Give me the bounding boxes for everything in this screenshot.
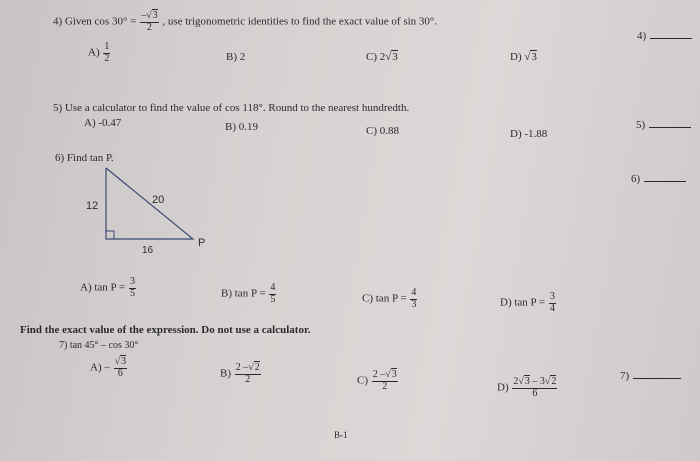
q6-option-a[interactable]: A) tan P = $\frac{3}{5}$ bbox=[80, 276, 135, 299]
q6-stem-text: Find tan P. bbox=[66, 152, 114, 164]
q5-number: 5) bbox=[53, 102, 63, 114]
q5-option-d[interactable]: D) -1.88 bbox=[510, 128, 548, 140]
q7-option-c[interactable]: C) $\frac{2 -√ 3}{2}$ bbox=[357, 370, 399, 392]
q6-option-d[interactable]: D) tan P = $\frac{3}{4}$ bbox=[500, 291, 555, 314]
q4-option-c[interactable]: C) 2√ 3 bbox=[366, 51, 398, 63]
q4-option-b[interactable]: B) 2 bbox=[226, 51, 246, 63]
triangle-left-side-label: 12 bbox=[86, 200, 99, 212]
q7-option-d[interactable]: D) $\frac{2√ 3 - 3√ 2}{6}$ bbox=[497, 377, 558, 399]
q7-option-a[interactable]: A) – √ $\frac{3}{6}$ bbox=[90, 357, 128, 379]
triangle-bottom-side-label: 16 bbox=[142, 245, 154, 256]
right-angle-marker bbox=[106, 231, 114, 239]
q6-option-b[interactable]: B) tan P = $\frac{4}{5}$ bbox=[221, 282, 276, 305]
q5-stem-text: Use a calculator to find the value of cos 118°. Round to the nearest hundredth. bbox=[64, 102, 410, 114]
q4-stem-pre: Given cos 30° = bbox=[64, 15, 137, 28]
q4-number: 4) bbox=[53, 15, 63, 28]
q5-stem bbox=[53, 102, 409, 114]
page-footer-label: B-1 bbox=[334, 430, 348, 440]
triangle-vertex-label: P bbox=[198, 237, 206, 249]
q5-answer-blank[interactable]: 5) bbox=[636, 119, 691, 131]
q7-answer-blank[interactable]: 7) bbox=[620, 370, 681, 382]
radical-icon bbox=[385, 369, 391, 380]
right-triangle-figure bbox=[80, 160, 220, 260]
q6-number: 6) bbox=[55, 152, 65, 164]
q7-option-b[interactable]: B) $\frac{2 -√ 2}{2}$ bbox=[220, 363, 262, 385]
q7-stem bbox=[59, 340, 138, 351]
q4-given-fraction: $\frac{-√ 3}{2}$ bbox=[140, 11, 159, 33]
q4-option-a[interactable]: A) $\frac{1}{2}$ bbox=[88, 41, 110, 64]
q6-answer-blank[interactable]: 6) bbox=[631, 173, 686, 185]
q4-option-d[interactable]: D) √ 3 bbox=[510, 51, 537, 63]
q7-stem-text: tan 45° – cos 30° bbox=[69, 340, 139, 351]
q5-option-b[interactable]: B) 0.19 bbox=[225, 121, 258, 133]
q4-answer-blank[interactable]: 4) bbox=[637, 30, 692, 42]
q4-stem bbox=[53, 11, 437, 33]
q4-given-minus: – bbox=[141, 10, 147, 21]
q5-option-a[interactable]: A) -0.47 bbox=[84, 117, 122, 129]
q6-option-c[interactable]: C) tan P = $\frac{4}{3}$ bbox=[362, 287, 417, 310]
triangle-outline bbox=[106, 168, 193, 239]
radical-icon bbox=[248, 362, 254, 373]
triangle-hypotenuse-label: 20 bbox=[152, 194, 165, 206]
radical-icon bbox=[146, 10, 152, 21]
q5-option-c[interactable]: C) 0.88 bbox=[366, 125, 399, 137]
section-instruction: Find the exact value of the expression. Do not use a calculator. bbox=[20, 324, 311, 336]
q4-stem-post: , use trigonometric identities to find the exact value of sin 30°. bbox=[162, 15, 438, 28]
q7-number: 7) bbox=[59, 340, 68, 351]
